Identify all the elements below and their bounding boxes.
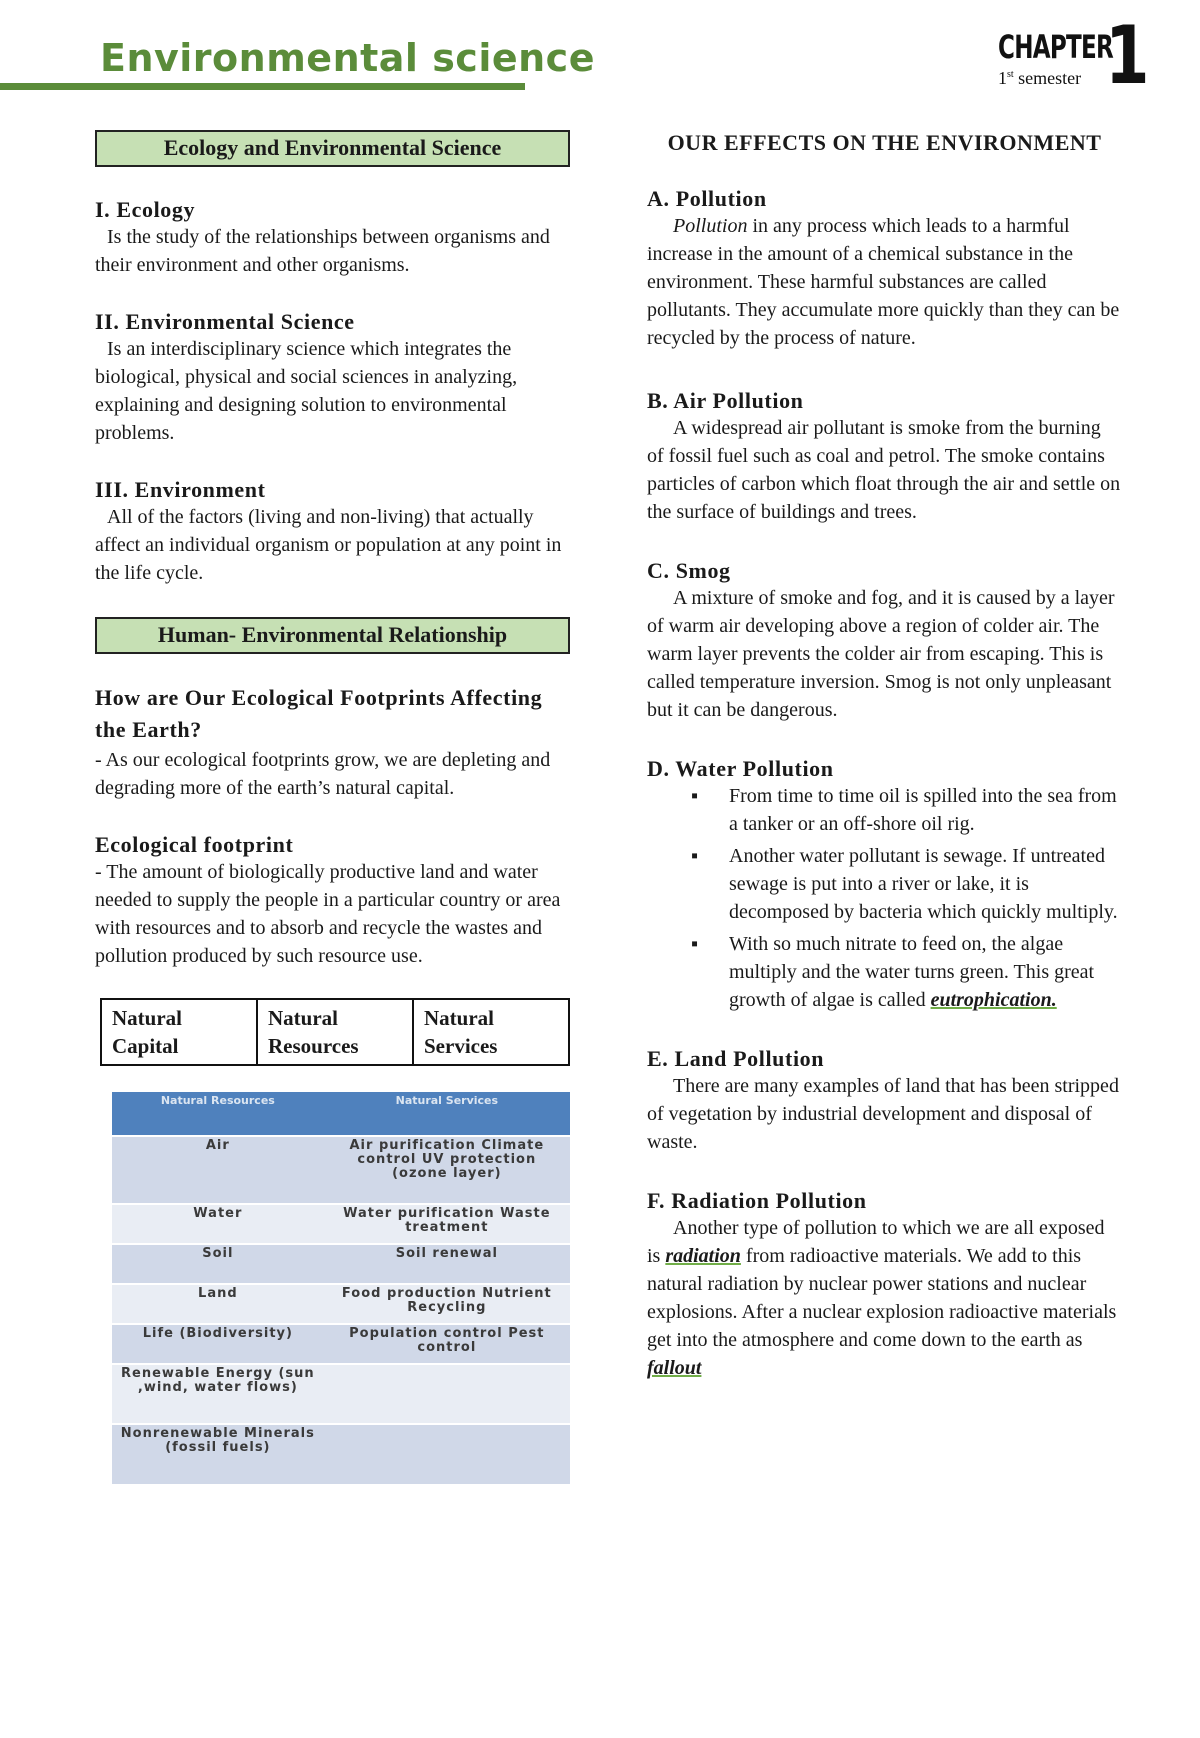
semester-label: [998, 68, 1081, 89]
term-pollution: Pollution: [673, 215, 748, 237]
text-environment: All of the factors (living and non-living) that actually affect an individual organism or population at any point in the life cycle.: [95, 506, 562, 584]
chapter-badge: [990, 9, 1150, 104]
image-table-service: [324, 1424, 570, 1484]
heading-environment: III. Environment: [95, 477, 266, 502]
semester-word: semester: [1018, 68, 1082, 88]
table-header-resources: Natural Resources: [257, 999, 413, 1065]
text-pollution-body: in any process which leads to a harmful increase in the amount of a chemical substance in the environment. These harmful substances are called pollutants. They accumulate more quickly than they can be recycled by the process of nature.: [647, 215, 1120, 349]
image-table-service: [324, 1364, 570, 1424]
water-pollution-list: [647, 782, 1122, 1014]
text-radiation-part1: Another type of pollution to which we are all exposed is: [647, 1217, 1105, 1267]
heading-water-pollution: D. Water Pollution: [647, 756, 834, 781]
table-header-services: Natural Services: [413, 999, 569, 1065]
semester-number: 1: [998, 68, 1007, 88]
image-table-service: Air purification Climate control UV protection (ozone layer): [324, 1136, 570, 1204]
text-ecological-footprint: - The amount of biologically productive land and water needed to supply the people in a particular country or area with resources and to absorb and recycle the wastes and pollution produced by such resource use.: [95, 861, 561, 967]
bullet-icon: ▪: [691, 785, 699, 807]
image-table-header-services: Natural Services: [324, 1092, 570, 1136]
title-underline: [0, 83, 525, 90]
image-table-resource: Renewable Energy (sun ,wind, water flows): [112, 1364, 324, 1424]
bullet-icon: ▪: [691, 933, 699, 955]
term-radiation: radiation: [665, 1245, 741, 1267]
list-item-text: Another water pollutant is sewage. If untreated sewage is put into a river or lake, it is decomposed by bacteria which quickly multiply.: [729, 845, 1118, 923]
semester-suffix: st: [1007, 69, 1014, 80]
image-table-header-resources: Natural Resources: [112, 1092, 324, 1136]
term-fallout: fallout: [647, 1357, 702, 1379]
list-item-text: From time to time oil is spilled into the sea from a tanker or an off-shore oil rig.: [729, 785, 1117, 835]
right-column: [647, 130, 1122, 1382]
heading-radiation-pollution: F. Radiation Pollution: [647, 1188, 867, 1213]
list-item: [647, 930, 1122, 1014]
text-ecology: Is the study of the relationships between organisms and their environment and other organisms.: [95, 226, 550, 276]
image-table-resource: Life (Biodiversity): [112, 1324, 324, 1364]
image-table-resource: Nonrenewable Minerals (fossil fuels): [112, 1424, 324, 1484]
image-table-resource: Land: [112, 1284, 324, 1324]
image-table-resource: Air: [112, 1136, 324, 1204]
image-table-service: Soil renewal: [324, 1244, 570, 1284]
term-eutrophication: eutrophication.: [930, 989, 1057, 1011]
text-radiation-pollution: [647, 1214, 1122, 1382]
heading-ecological-footprint: Ecological footprint: [95, 832, 294, 857]
heading-environmental-science: II. Environmental Science: [95, 309, 355, 334]
natural-capital-table: [100, 998, 570, 1066]
resources-services-image-table: [112, 1092, 570, 1484]
text-footprints-answer: - As our ecological footprints grow, we are depleting and degrading more of the earth’s natural capital.: [95, 749, 551, 799]
heading-ecology: I. Ecology: [95, 197, 196, 222]
image-table-resource: Soil: [112, 1244, 324, 1284]
text-radiation-part2: from radioactive materials. We add to this natural radiation by nuclear power stations and nuclear explosions. After a nuclear explosion radioactive materials get into the atmosphere and come down to the earth as: [647, 1245, 1117, 1351]
section-box-human-environment: Human- Environmental Relationship: [95, 617, 570, 654]
text-environmental-science: Is an interdisciplinary science which integrates the biological, physical and social sciences in analyzing, explaining and designing solution to environmental problems.: [95, 338, 518, 444]
heading-smog: C. Smog: [647, 558, 731, 583]
left-column: [95, 130, 570, 1484]
list-item: [647, 842, 1122, 926]
text-pollution: [647, 212, 1122, 352]
heading-footprints-question: How are Our Ecological Footprints Affecting the Earth?: [95, 685, 543, 742]
heading-effects-on-environment: OUR EFFECTS ON THE ENVIRONMENT: [667, 130, 1102, 155]
list-item-text: With so much nitrate to feed on, the algae multiply and the water turns green. This great growth of algae is called: [729, 933, 1095, 1011]
image-table-resource: Water: [112, 1204, 324, 1244]
image-table-service: Population control Pest control: [324, 1324, 570, 1364]
text-air-pollution: A widespread air pollutant is smoke from the burning of fossil fuel such as coal and petrol. The smoke contains particles of carbon which float through the air and settle on the surface of buildings and trees.: [647, 417, 1121, 523]
chapter-number: 1: [1105, 9, 1150, 102]
image-table-service: Food production Nutrient Recycling: [324, 1284, 570, 1324]
text-land-pollution: There are many examples of land that has been stripped of vegetation by industrial development and disposal of waste.: [647, 1075, 1119, 1153]
bullet-icon: ▪: [691, 845, 699, 867]
chapter-label: CHAPTER: [998, 28, 1114, 66]
image-table-service: Water purification Waste treatment: [324, 1204, 570, 1244]
table-header-capital: Natural Capital: [101, 999, 257, 1065]
text-smog: A mixture of smoke and fog, and it is caused by a layer of warm air developing above a region of colder air. The warm layer prevents the colder air from escaping. This is called temperature inversion. Smog is not only unpleasant but it can be dangerous.: [647, 587, 1115, 721]
heading-land-pollution: E. Land Pollution: [647, 1046, 825, 1071]
heading-air-pollution: B. Air Pollution: [647, 388, 804, 413]
page-title: Environmental science: [100, 36, 595, 80]
list-item: [647, 782, 1122, 838]
section-box-ecology: Ecology and Environmental Science: [95, 130, 570, 167]
heading-pollution: A. Pollution: [647, 186, 767, 211]
